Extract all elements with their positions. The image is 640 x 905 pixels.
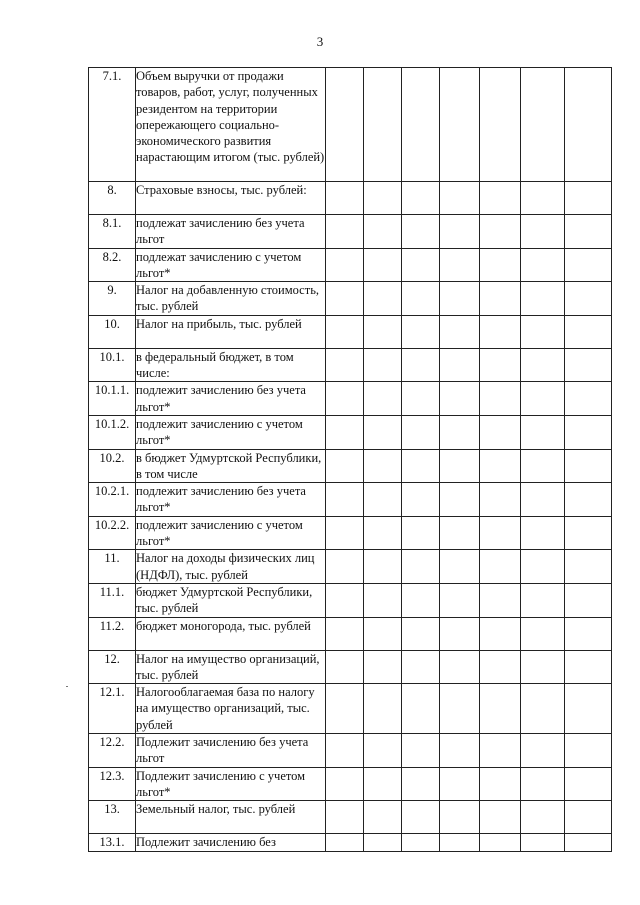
value-cell <box>480 483 521 517</box>
row-label: бюджет моногорода, тыс. рублей <box>136 617 326 650</box>
row-number: 10.2.1. <box>89 483 136 517</box>
value-cell <box>402 282 440 316</box>
value-cell <box>364 315 402 348</box>
value-cell <box>480 767 521 801</box>
value-cell <box>364 684 402 734</box>
value-cell <box>480 684 521 734</box>
value-cell <box>402 650 440 684</box>
value-cell <box>402 617 440 650</box>
row-label: Налог на прибыль, тыс. рублей <box>136 315 326 348</box>
value-cell <box>440 767 480 801</box>
row-number: 10.1. <box>89 348 136 382</box>
value-cell <box>480 248 521 282</box>
value-cell <box>480 650 521 684</box>
value-cell <box>364 68 402 182</box>
value-cell <box>480 801 521 834</box>
value-cell <box>521 801 565 834</box>
value-cell <box>440 550 480 584</box>
row-number: 13.1. <box>89 834 136 852</box>
row-label: Подлежит зачислению с учетом льгот* <box>136 767 326 801</box>
value-cell <box>565 382 612 416</box>
value-cell <box>402 801 440 834</box>
value-cell <box>364 550 402 584</box>
value-cell <box>402 834 440 852</box>
row-label: подлежат зачислению с учетом льгот* <box>136 248 326 282</box>
value-cell <box>521 550 565 584</box>
value-cell <box>440 801 480 834</box>
value-cell <box>364 282 402 316</box>
row-label: подлежат зачислению без учета льгот <box>136 215 326 249</box>
row-number: 10.1.1. <box>89 382 136 416</box>
row-label: подлежит зачислению с учетом льгот* <box>136 516 326 550</box>
value-cell <box>480 282 521 316</box>
row-label: Объем выручки от продажи товаров, работ, услуг, полученных резидентом на территории опережающего социально-экономического развития нарастающим итогом (тыс. рублей) <box>136 68 326 182</box>
value-cell <box>364 767 402 801</box>
table-row <box>89 483 612 517</box>
value-cell <box>521 315 565 348</box>
value-cell <box>565 449 612 483</box>
table-row <box>89 516 612 550</box>
table-row <box>89 248 612 282</box>
value-cell <box>364 248 402 282</box>
value-cell <box>364 348 402 382</box>
value-cell <box>326 415 364 449</box>
value-cell <box>480 68 521 182</box>
row-number: 8.1. <box>89 215 136 249</box>
row-label: в бюджет Удмуртской Республики, в том числе <box>136 449 326 483</box>
value-cell <box>326 767 364 801</box>
row-number: 10.2.2. <box>89 516 136 550</box>
row-number: 10. <box>89 315 136 348</box>
row-label: Земельный налог, тыс. рублей <box>136 801 326 834</box>
value-cell <box>440 583 480 617</box>
value-cell <box>364 449 402 483</box>
row-label: подлежит зачислению без учета льгот* <box>136 483 326 517</box>
value-cell <box>521 348 565 382</box>
value-cell <box>402 767 440 801</box>
value-cell <box>326 215 364 249</box>
value-cell <box>480 617 521 650</box>
row-label: Подлежит зачислению без учета льгот <box>136 734 326 768</box>
value-cell <box>402 215 440 249</box>
value-cell <box>440 650 480 684</box>
value-cell <box>326 182 364 215</box>
value-cell <box>326 248 364 282</box>
table-row <box>89 650 612 684</box>
value-cell <box>521 415 565 449</box>
table-row <box>89 215 612 249</box>
value-cell <box>326 348 364 382</box>
value-cell <box>480 382 521 416</box>
value-cell <box>364 801 402 834</box>
value-cell <box>565 348 612 382</box>
value-cell <box>565 315 612 348</box>
value-cell <box>440 516 480 550</box>
table-row <box>89 68 612 182</box>
value-cell <box>440 315 480 348</box>
value-cell <box>364 215 402 249</box>
value-cell <box>521 68 565 182</box>
value-cell <box>480 215 521 249</box>
value-cell <box>521 449 565 483</box>
value-cell <box>440 449 480 483</box>
table-row <box>89 767 612 801</box>
value-cell <box>364 483 402 517</box>
value-cell <box>440 483 480 517</box>
row-number: 11.2. <box>89 617 136 650</box>
value-cell <box>565 550 612 584</box>
value-cell <box>364 650 402 684</box>
row-number: 8.2. <box>89 248 136 282</box>
value-cell <box>402 449 440 483</box>
table-row <box>89 382 612 416</box>
value-cell <box>440 348 480 382</box>
value-cell <box>364 583 402 617</box>
row-number: 12. <box>89 650 136 684</box>
value-cell <box>326 650 364 684</box>
value-cell <box>364 834 402 852</box>
table-row <box>89 684 612 734</box>
value-cell <box>440 182 480 215</box>
value-cell <box>480 550 521 584</box>
value-cell <box>565 516 612 550</box>
value-cell <box>326 449 364 483</box>
value-cell <box>402 550 440 584</box>
value-cell <box>402 483 440 517</box>
value-cell <box>440 734 480 768</box>
row-label: Налог на добавленную стоимость, тыс. рублей <box>136 282 326 316</box>
table-row <box>89 550 612 584</box>
value-cell <box>521 767 565 801</box>
row-label: Страховые взносы, тыс. рублей: <box>136 182 326 215</box>
value-cell <box>565 801 612 834</box>
value-cell <box>326 516 364 550</box>
value-cell <box>480 516 521 550</box>
table-row <box>89 282 612 316</box>
value-cell <box>521 650 565 684</box>
value-cell <box>565 68 612 182</box>
row-number: 11.1. <box>89 583 136 617</box>
value-cell <box>440 282 480 316</box>
value-cell <box>402 68 440 182</box>
value-cell <box>521 182 565 215</box>
value-cell <box>565 767 612 801</box>
value-cell <box>402 315 440 348</box>
value-cell <box>565 483 612 517</box>
row-number: 12.1. <box>89 684 136 734</box>
value-cell <box>521 583 565 617</box>
row-number: 12.3. <box>89 767 136 801</box>
value-cell <box>565 834 612 852</box>
table-row <box>89 834 612 852</box>
value-cell <box>521 282 565 316</box>
value-cell <box>521 483 565 517</box>
value-cell <box>565 282 612 316</box>
value-cell <box>326 282 364 316</box>
row-label: Подлежит зачислению без <box>136 834 326 852</box>
value-cell <box>565 617 612 650</box>
value-cell <box>480 315 521 348</box>
value-cell <box>521 734 565 768</box>
value-cell <box>326 68 364 182</box>
value-cell <box>364 734 402 768</box>
value-cell <box>521 215 565 249</box>
value-cell <box>440 415 480 449</box>
value-cell <box>402 248 440 282</box>
table-row <box>89 348 612 382</box>
value-cell <box>521 684 565 734</box>
value-cell <box>480 182 521 215</box>
row-label: бюджет Удмуртской Республики, тыс. рублей <box>136 583 326 617</box>
value-cell <box>402 382 440 416</box>
value-cell <box>521 516 565 550</box>
value-cell <box>440 834 480 852</box>
row-number: 10.1.2. <box>89 415 136 449</box>
value-cell <box>440 684 480 734</box>
table-row <box>89 449 612 483</box>
value-cell <box>326 483 364 517</box>
indicators-table <box>88 67 612 852</box>
value-cell <box>326 734 364 768</box>
row-label: подлежит зачислению с учетом льгот* <box>136 415 326 449</box>
value-cell <box>402 734 440 768</box>
value-cell <box>326 684 364 734</box>
value-cell <box>364 182 402 215</box>
row-label: в федеральный бюджет, в том числе: <box>136 348 326 382</box>
row-number: 7.1. <box>89 68 136 182</box>
value-cell <box>565 734 612 768</box>
row-number: 9. <box>89 282 136 316</box>
value-cell <box>565 182 612 215</box>
value-cell <box>326 834 364 852</box>
row-number: 8. <box>89 182 136 215</box>
table-row <box>89 182 612 215</box>
value-cell <box>521 248 565 282</box>
value-cell <box>326 382 364 416</box>
table-row <box>89 617 612 650</box>
value-cell <box>402 348 440 382</box>
value-cell <box>480 734 521 768</box>
value-cell <box>480 449 521 483</box>
row-number: 10.2. <box>89 449 136 483</box>
row-number: 12.2. <box>89 734 136 768</box>
row-label: Налогооблагаемая база по налогу на имущество организаций, тыс. рублей <box>136 684 326 734</box>
value-cell <box>480 348 521 382</box>
page-number: 3 <box>316 34 324 49</box>
value-cell <box>364 382 402 416</box>
value-cell <box>521 834 565 852</box>
value-cell <box>402 516 440 550</box>
value-cell <box>440 617 480 650</box>
row-number: 11. <box>89 550 136 584</box>
table-row <box>89 583 612 617</box>
value-cell <box>565 684 612 734</box>
value-cell <box>440 215 480 249</box>
value-cell <box>364 516 402 550</box>
value-cell <box>565 248 612 282</box>
row-label: Налог на доходы физических лиц (НДФЛ), тыс. рублей <box>136 550 326 584</box>
value-cell <box>440 248 480 282</box>
value-cell <box>402 684 440 734</box>
value-cell <box>521 617 565 650</box>
value-cell <box>565 583 612 617</box>
stray-mark <box>66 686 68 687</box>
value-cell <box>440 382 480 416</box>
value-cell <box>326 583 364 617</box>
value-cell <box>521 382 565 416</box>
row-number: 13. <box>89 801 136 834</box>
table-row <box>89 734 612 768</box>
row-label: подлежит зачислению без учета льгот* <box>136 382 326 416</box>
value-cell <box>440 68 480 182</box>
row-label: Налог на имущество организаций, тыс. рублей <box>136 650 326 684</box>
value-cell <box>480 415 521 449</box>
value-cell <box>565 215 612 249</box>
value-cell <box>326 801 364 834</box>
value-cell <box>326 617 364 650</box>
value-cell <box>364 415 402 449</box>
value-cell <box>364 617 402 650</box>
value-cell <box>326 315 364 348</box>
value-cell <box>480 834 521 852</box>
value-cell <box>326 550 364 584</box>
value-cell <box>565 415 612 449</box>
value-cell <box>565 650 612 684</box>
value-cell <box>480 583 521 617</box>
value-cell <box>402 583 440 617</box>
table-row <box>89 315 612 348</box>
value-cell <box>402 182 440 215</box>
table-row <box>89 415 612 449</box>
table-row <box>89 801 612 834</box>
value-cell <box>402 415 440 449</box>
